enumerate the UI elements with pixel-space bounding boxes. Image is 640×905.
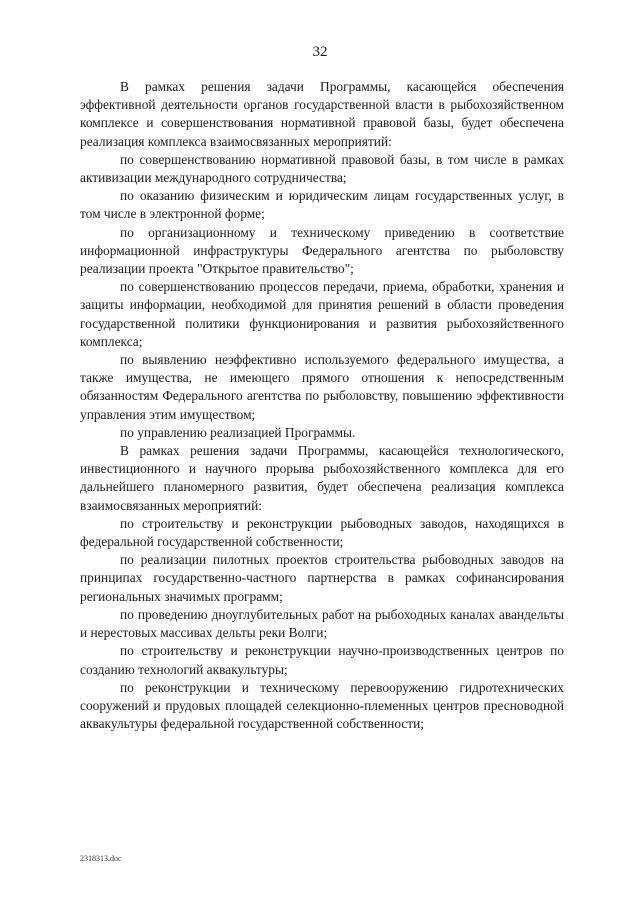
page-number: 32 bbox=[312, 44, 328, 60]
paragraph: по организационному и техническому приведению в соответствие информационной инфраструктуры Федерального агентства по рыболовству реализации проекта "Открытое правительство"; bbox=[80, 224, 564, 277]
paragraph: по проведению дноуглубительных работ на рыбоходных каналах авандельты и нерестовых массивах дельты реки Волги; bbox=[80, 606, 564, 641]
paragraph: по управлению реализацией Программы. bbox=[120, 424, 356, 440]
paragraph: по выявлению неэффективно используемого федерального имущества, а также имущества, не имеющего прямого отношения к непосредственным обязанностям Федерального агентства по рыболовству, повышению эффективности управления этим имуществом; bbox=[80, 352, 564, 422]
paragraph: по реализации пилотных проектов строительства рыбоводных заводов на принципах государственно-частного партнерства в рамках софинансирования региональных значимых программ; bbox=[80, 552, 564, 604]
paragraph: В рамках решения задачи Программы, касающейся обеспечения эффективной деятельности органов государственной власти в рыбохозяйственном комплексе и совершенствования нормативной правовой базы, будет обеспечена реализация комплекса взаимосвязанных мероприятий: bbox=[80, 79, 564, 149]
paragraph: по строительству и реконструкции научно-производственных центров по созданию технологий аквакультуры; bbox=[80, 643, 564, 677]
document-body bbox=[80, 78, 564, 733]
document-footer-filename: 2318313.doc bbox=[80, 854, 122, 863]
paragraph: В рамках решения задачи Программы, касающейся технологического, инвестиционного и научного прорыва рыбохозяйственного комплекса для его дальнейшего планомерного развития, будет обеспечена реализация комплекса взаимосвязанных мероприятий: bbox=[80, 443, 564, 513]
paragraph: по совершенствованию нормативной правовой базы, в том числе в рамках активизации международного сотрудничества; bbox=[80, 151, 564, 186]
paragraph: по совершенствованию процессов передачи, приема, обработки, хранения и защиты информации, необходимой для принятия решений в области проведения государственной политики функционирования и развития рыбохозяйственного комплекса; bbox=[80, 279, 564, 349]
paragraph: по реконструкции и техническому перевооружению гидротехнических сооружений и прудовых площадей селекционно-племенных центров пресноводной аквакультуры федеральной государственной собственности; bbox=[80, 679, 564, 732]
paragraph: по оказанию физическим и юридическим лицам государственных услуг, в том числе в электронной форме; bbox=[80, 188, 564, 222]
paragraph: по строительству и реконструкции рыбоводных заводов, находящихся в федеральной государственной собственности; bbox=[80, 515, 564, 550]
